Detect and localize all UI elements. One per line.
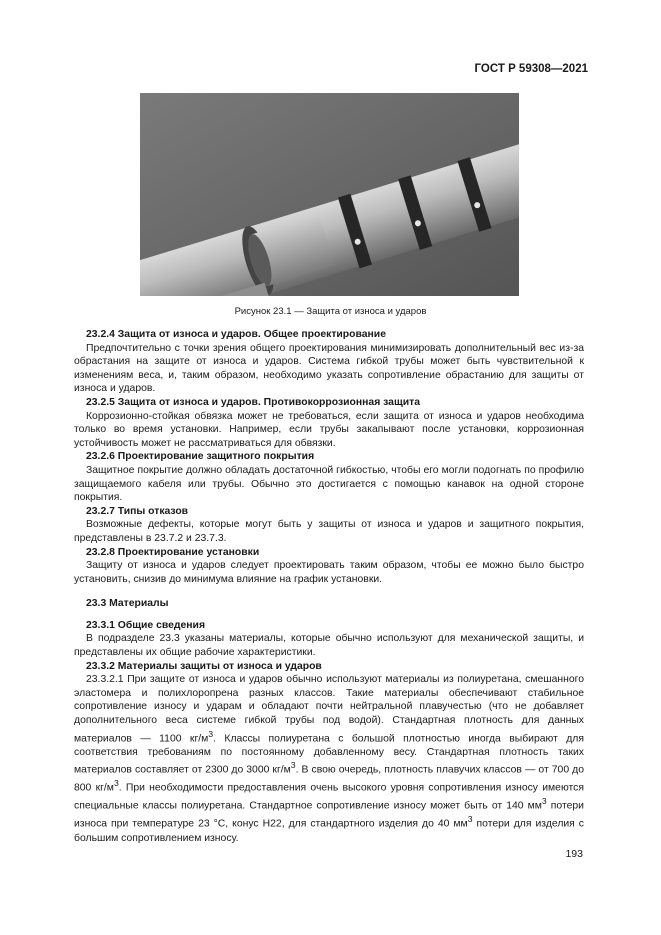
document-header: ГОСТ Р 59308—2021: [474, 63, 588, 75]
superscript: 3: [290, 760, 296, 771]
section-2324-title: 23.2.4 Защита от износа и ударов. Общее проектирование: [86, 329, 386, 340]
section-2332-title: 23.3.2 Материалы защиты от износа и ударов: [86, 660, 322, 672]
text-part-e: потери износа при температуре 23 °С, конус Н22, для стандартного изделия до 40 мм: [74, 800, 584, 830]
section-2324-text: Предпочтительно с точки зрения общего проектирования минимизировать дополнительный вес из-за обрастания на защите от износа и ударов. Система гибкой трубы может быть чувствительной к изменениям веса, и, таким образом, необходимо указать сопротивление обрастанию для защиты от износа и ударов.: [74, 342, 584, 395]
superscript: 3: [467, 814, 473, 825]
section-2326-text: Защитное покрытие должно обладать достаточной гибкостью, чтобы его могли подогнать по профилю защищаемого кабеля или трубы. Обычно это достигается с помощью канавок на одной стороне покрытия.: [74, 464, 584, 504]
section-233-title: 23.3 Материалы: [86, 598, 169, 610]
section-2328-text: Защиту от износа и ударов следует проектировать таким образом, чтобы ее можно было быстро установить, снизив до минимума влияние на график установки.: [74, 560, 584, 585]
text-part-d: . При необходимости предоставления очень высокого уровня сопротивления износу имеются специальные классы полиуретана. Стандартное сопротивление износу может быть от 140 мм: [74, 782, 584, 812]
section-2331-text: В подразделе 23.3 указаны материалы, которые обычно используют для механической защиты, и представлены их общие рабочие характеристики.: [74, 633, 584, 659]
section-2328-title: 23.2.8 Проектирование установки: [86, 546, 260, 558]
superscript: 3: [113, 778, 119, 789]
section-2331-title: 23.3.1 Общие сведения: [86, 619, 206, 631]
section-2327-title: 23.2.7 Типы отказов: [86, 505, 189, 517]
page-number: 193: [565, 848, 583, 860]
section-2326-title: 23.2.6 Проектирование защитного покрытия: [86, 451, 315, 463]
pipe-illustration: [140, 93, 519, 296]
section-2325-title: 23.2.5 Защита от износа и ударов. Противокоррозионная защита: [86, 396, 420, 408]
superscript: 3: [541, 796, 547, 807]
superscript: 3: [208, 728, 214, 739]
text-part-c: . В свою очередь, плотность плавучих классов — от 700 до 800 кг/м: [74, 764, 584, 794]
section-23321-text: [74, 673, 584, 845]
text-part-f: потери для изделия с большим сопротивлением износу.: [74, 818, 585, 844]
text-part-a: 23.3.2.1 При защите от износа и ударов обычно используют материалы из полиуретана, смешанного эластомера и полихлоропрена разных классов. Такие материалы обеспечивают стабильное сопротивление износу и ударам и обладают почти нейтральной плавучестью (что не добавляет дополнительного веса системе гибкой трубы под водой). Стандартная плотность для данных материалов — 1100 кг/м: [74, 674, 584, 745]
section-2327-text: Возможные дефекты, которые могут быть у защиты от износа и ударов и защитного покрытия, представлены в 23.7.2 и 23.7.3.: [74, 519, 584, 544]
pipe-protection-photo: [140, 93, 519, 296]
document-body: [74, 328, 584, 845]
text-part-b: . Классы полиуретана с большой плотностью иногда выбирают для соответствия требованиям по постоянному добавленному весу. Стандартная плотность таких материалов составляет от 2300 до 3000 кг/м: [74, 733, 585, 776]
section-2325-text: Коррозионно-стойкая обвязка может не требоваться, если защита от износа и ударов необходима только во время установки. Например, если трубы закапывают после установки, коррозионная устойчивость может не рассматриваться для обвязки.: [74, 410, 584, 449]
figure-caption: Рисунок 23.1 — Защита от износа и ударов: [234, 306, 427, 317]
